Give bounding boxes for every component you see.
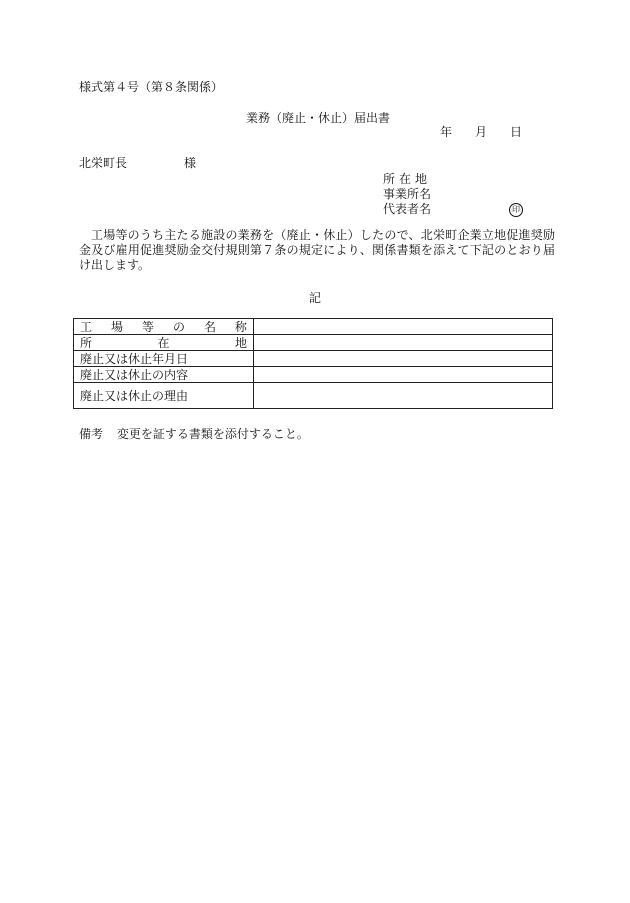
date-month-label: 月 — [474, 125, 487, 139]
table-label-cell: 廃止又は休止の理由 — [74, 383, 254, 409]
remarks-text: 変更を証する書類を添付すること。 — [116, 427, 309, 441]
table-label-cell: 廃止又は休止年月日 — [74, 351, 254, 367]
addressee-name: 北栄町長 — [79, 156, 128, 170]
applicant-address-label: 所在地 — [383, 172, 432, 186]
table-row — [74, 319, 553, 335]
applicant-address-row — [383, 172, 443, 187]
detail-table — [73, 318, 553, 409]
label-char: 名 — [203, 319, 216, 334]
applicant-office-row — [383, 187, 443, 202]
table-value-cell[interactable] — [254, 383, 553, 409]
label-char: 等 — [141, 319, 154, 334]
table-row — [74, 335, 553, 351]
table-row — [74, 367, 553, 383]
table-label-cell — [74, 319, 254, 335]
table-value-cell[interactable] — [254, 351, 553, 367]
applicant-office-label: 事業所名 — [383, 187, 432, 201]
table-label-cell: 廃止又は休止の内容 — [74, 367, 254, 383]
table-label-factory-name — [80, 320, 247, 334]
table-row — [74, 351, 553, 367]
label-char: 地 — [234, 335, 247, 350]
label-char: 所 — [80, 335, 93, 350]
table-label-address — [80, 336, 247, 350]
table-value-cell[interactable] — [254, 335, 553, 351]
ki-heading: 記 — [309, 291, 322, 305]
table-row — [74, 383, 553, 409]
seal-mark-icon: 印 — [509, 203, 523, 217]
table-label-cell — [74, 335, 254, 351]
table-value-cell[interactable] — [254, 367, 553, 383]
remarks — [79, 428, 309, 440]
applicant-block — [383, 172, 520, 217]
date-year-label: 年 — [440, 125, 453, 139]
body-paragraph: 工場等のうち主たる施設の業務を（廃止・休止）したので、北栄町企業立地促進奨励金及び雇用促進奨励金交付規則第７条の規定により、関係書類を添えて下記のとおり届け出します。 — [79, 228, 555, 272]
remarks-label: 備考 — [79, 427, 104, 441]
form-number: 様式第４号（第８条関係） — [79, 80, 224, 94]
label-char: 在 — [157, 335, 170, 350]
label-char: 工 — [80, 319, 93, 334]
date-line — [440, 126, 522, 138]
applicant-representative-row — [383, 202, 520, 217]
label-char: 称 — [234, 319, 247, 334]
label-char: の — [172, 319, 185, 334]
addressee-honorific: 様 — [184, 156, 197, 170]
table-value-cell[interactable] — [254, 319, 553, 335]
label-char: 場 — [110, 319, 123, 334]
document-title: 業務（廃止・休止）届出書 — [246, 111, 391, 125]
date-day-label: 日 — [509, 125, 522, 139]
applicant-representative-label: 代表者名 — [383, 202, 432, 216]
